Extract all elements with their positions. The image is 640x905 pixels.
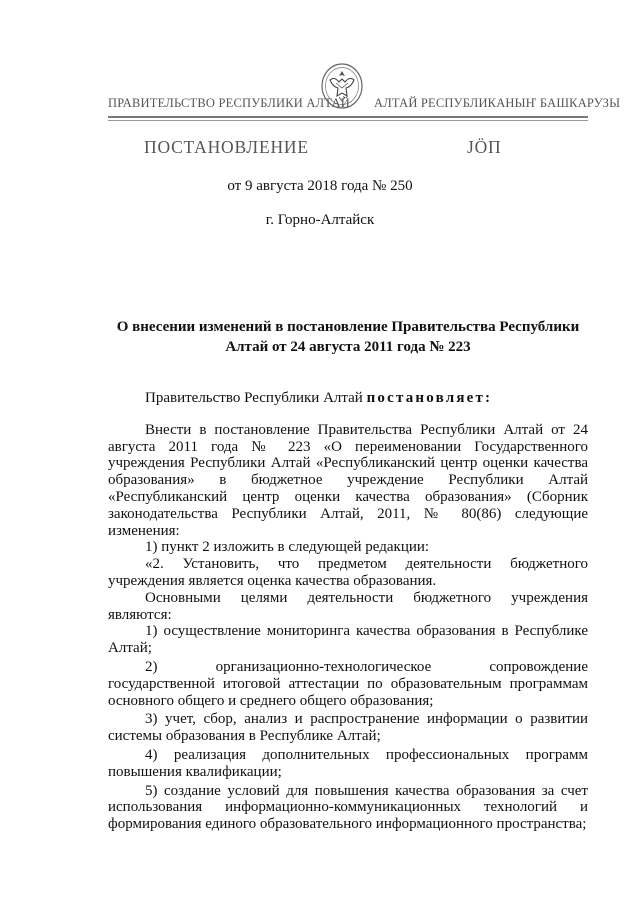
paragraph: «2. Установить, что предметом деятельности бюджетного учреждения является оценка качества образования. — [108, 556, 588, 589]
document-body — [108, 390, 588, 833]
header-rule-thin — [108, 120, 588, 121]
paragraph: 1) осуществление мониторинга качества образования в Республике Алтай; — [108, 623, 588, 657]
paragraph: 1) пункт 2 изложить в следующей редакции: — [145, 539, 430, 556]
paragraph: 2) организационно-технологическое сопровождение государственной итоговой аттестации по образовательным программам основного общего и среднего общего образования; — [108, 658, 588, 709]
doc-type-altai: ЈӦП — [467, 137, 502, 157]
paragraph: 4) реализация дополнительных профессиональных программ повышения квалификации; — [108, 746, 588, 780]
header-rule — [108, 116, 588, 118]
org-name-russian: ПРАВИТЕЛЬСТВО РЕСПУБЛИКИ АЛТАЙ — [108, 96, 350, 110]
preamble — [108, 390, 588, 407]
paragraph: 5) создание условий для повышения качества образования за счет использования информационно-коммуникационных технологий и формирования единого образовательного информационного пространства; — [108, 782, 588, 833]
paragraph: 3) учет, сбор, анализ и распространение информации о развитии системы образования в Республике Алтай; — [108, 711, 588, 745]
document-title: О внесении изменений в постановление Правительства Республики Алтай от 24 августа 2011 года № 223 — [116, 319, 580, 355]
preamble-text: Правительство Республики Алтай — [145, 390, 363, 406]
org-name-altai: АЛТАЙ РЕСПУБЛИКАНЫҤ БАШКАРУЗЫ — [374, 96, 621, 110]
doc-type-russian: ПОСТАНОВЛЕНИЕ — [144, 137, 309, 157]
document-date: от 9 августа 2018 года № 250 — [227, 178, 413, 194]
paragraph: Основными целями деятельности бюджетного учреждения являются: — [108, 589, 588, 623]
document-city: г. Горно-Алтайск — [265, 212, 375, 228]
paragraph: Внести в постановление Правительства Республики Алтай от 24 августа 2011 года № 223 «О переименовании Государственного учреждения Республики Алтай «Республиканский центр оценки качества образования» в бюджетное учреждение Республики Алтай «Республиканский центр оценки качества образования» (Сборник законодательства Республики Алтай, 2011, № 80(86) следующие изменения: — [108, 421, 588, 539]
decree-word: постановляет: — [366, 390, 493, 406]
